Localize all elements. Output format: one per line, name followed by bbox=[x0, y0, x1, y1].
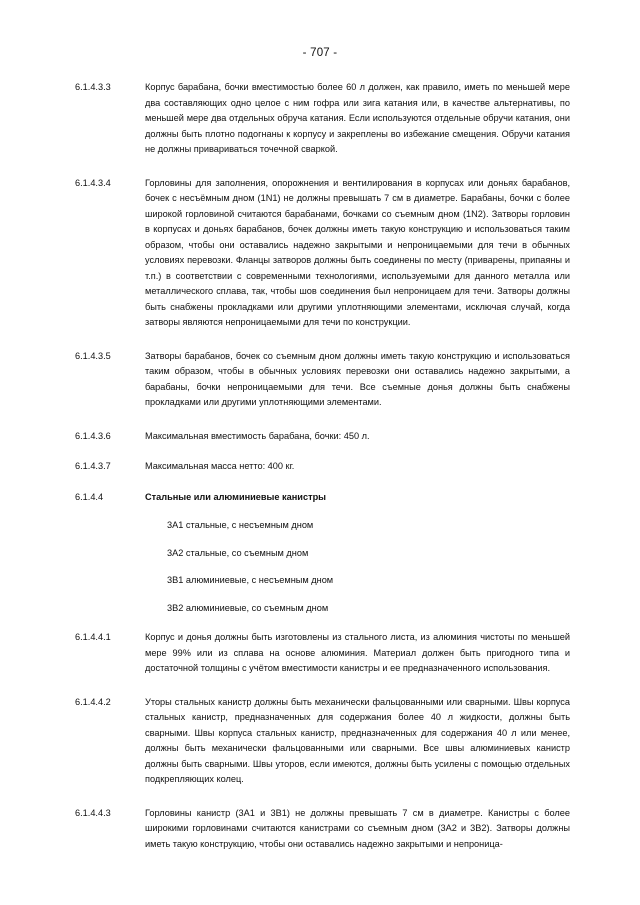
section-6-1-4-3-5 bbox=[75, 349, 570, 411]
section-number: 6.1.4.3.6 bbox=[75, 430, 111, 441]
section-number: 6.1.4.4.3 bbox=[75, 807, 111, 818]
section-text: Утоpы стальных канистр должны быть механически фальцованными или сварными. Швы корпуса стальных канистр, предназначенных для содержания более 40 л жидкости, должны быть сварными. Швы корпуса стальных канистр, предназначенных для содержания 40 л или менее, должны быть механически фальцованными или сварными. Все швы алюминиевых канистр должны быть сварными. Швы уторов, если имеются, должны быть усилены с помощью отдельных подкрепляющих колец. bbox=[145, 696, 570, 784]
section-number: 6.1.4.3.3 bbox=[75, 82, 111, 92]
section-6-1-4-3-7 bbox=[75, 459, 570, 475]
section-text: Затворы барабанов, бочек со съемным дном должны иметь такую конструкцию и использоваться таким образом, чтобы в обычных условиях перевозки они оставались надежно закрытыми, а барабаны, бочки непроницаемыми для течи. Все съемные донья должны быть снабжены прокладками или другими уплотняющими элементами. bbox=[145, 350, 570, 407]
section-text: Корпус барабана, бочки вместимостью более 60 л должен, как правило, иметь по меньшей мере два составляющих одно целое с ним гофра или зига катания или, в качестве альтернативы, по меньшей мере два отдельных обруча катания. Если используются отдельные обручи катания, они должны быть плотно подогнаны к корпусу и закреплены во избежание смещения. Обручи катания не должны привариваться точечной сваркой. bbox=[145, 82, 570, 154]
section-text: Максимальная масса нетто: 400 кг. bbox=[145, 461, 295, 471]
section-6-1-4-3-6 bbox=[75, 429, 570, 445]
canister-type-item: 3А1 стальные, с несъемным дном bbox=[167, 520, 314, 530]
section-6-1-4-3-3 bbox=[75, 80, 570, 158]
section-heading: Стальные или алюминиевые канистры bbox=[145, 491, 327, 502]
section-number: 6.1.4.4.2 bbox=[75, 696, 111, 707]
section-text: Максимальная вместимость барабана, бочки: 450 л. bbox=[145, 430, 370, 441]
section-6-1-4-4-3 bbox=[75, 806, 570, 853]
document-body bbox=[75, 80, 570, 852]
section-number: 6.1.4.3.4 bbox=[75, 177, 111, 188]
canister-type-item: 3А2 стальные, со съемным дном bbox=[167, 547, 309, 558]
canister-type-item: 3В1 алюминиевые, с несъемным дном bbox=[167, 575, 334, 585]
section-6-1-4-4-1 bbox=[75, 630, 570, 677]
section-number: 6.1.4.4.1 bbox=[75, 632, 111, 642]
section-text: Корпус и донья должны быть изготовлены из стального листа, из алюминия чистоты по меньшей мере 99% или из сплава на основе алюминия. Материал должен быть пригодного типа и достаточной толщины с учётом вместимости канистры и ее предназначенного использования. bbox=[145, 632, 570, 673]
page-number: - 707 - bbox=[302, 47, 338, 59]
section-6-1-4-4-heading bbox=[75, 490, 570, 506]
section-6-1-4-4-2 bbox=[75, 695, 570, 788]
section-text: Горловины канистр (3А1 и 3В1) не должны превышать 7 см в диаметре. Канистры с более широкими горловинами считаются канистрами со съемным дном (3А2 и 3В2). Затворы должны иметь такую конструкцию, чтобы они оставались надежно закрытыми и непроница- bbox=[145, 807, 570, 849]
section-number: 6.1.4.4 bbox=[75, 491, 104, 502]
section-6-1-4-3-4 bbox=[75, 176, 570, 331]
section-text: Горловины для заполнения, опорожнения и вентилирования в корпусах или доньях барабанов, бочек с несъёмным дном (1N1) не должны превышать 7 см в диаметре. Барабаны, бочки с более широкой горловиной считаются барабанами, бочками со съемным дном (1N2). Затворы горловин в корпусах и доньях барабанов, бочек должны иметь такую конструкцию и использоваться таким образом, чтобы они оставались надежно закрытыми и непроницаемыми для течи в обычных условиях перевозки. Фланцы затворов должны быть соединены по месту (приварены, припаяны и т.п.) в соответствии с современными технологиями, используемыми для данного металла или металлического сплава, так, чтобы шов соединения был непроницаем для течи. Затворы должны быть снабжены прокладками или другими уплотняющими элементами, исключая случай, когда затворы являются непроницаемыми для течи по конструкции. bbox=[145, 177, 570, 327]
section-number: 6.1.4.3.5 bbox=[75, 350, 111, 361]
section-number: 6.1.4.3.7 bbox=[75, 461, 111, 471]
canister-type-item: 3В2 алюминиевые, со съемным дном bbox=[167, 602, 329, 613]
